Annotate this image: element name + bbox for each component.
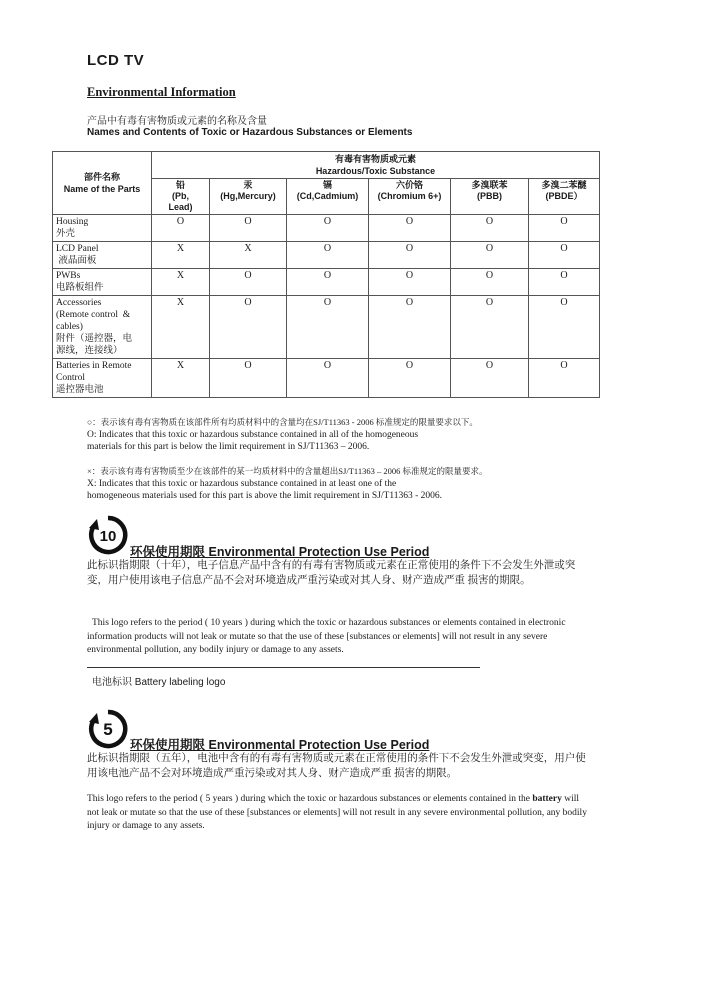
epup-10-logo-number: 10 xyxy=(99,528,117,545)
o-note xyxy=(87,416,478,454)
substance-header-cn: 多溴联苯 xyxy=(471,180,508,190)
substance-mark-cell: O xyxy=(529,242,600,269)
document-title: LCD TV xyxy=(87,52,145,69)
epup-10-title-en: Environmental Protection Use Period xyxy=(208,545,430,559)
substance-column-header xyxy=(369,179,451,215)
substance-mark-cell: O xyxy=(451,215,529,242)
part-name-line: 外壳 xyxy=(56,229,76,239)
substance-mark-cell: O xyxy=(451,296,529,359)
part-name-line: 液晶面板 xyxy=(56,256,97,266)
substance-header-cn: 汞 xyxy=(243,180,253,190)
substance-mark-cell: O xyxy=(529,359,600,398)
substance-mark-cell: O xyxy=(369,242,451,269)
table-row xyxy=(53,215,600,242)
part-name-line: PWBs xyxy=(56,271,81,281)
substance-mark-cell: X xyxy=(210,242,287,269)
epup-5-logo-icon xyxy=(88,709,128,749)
substance-header-cn: 六价铬 xyxy=(395,180,423,190)
parts-column-header xyxy=(53,152,152,215)
substance-mark-cell: O xyxy=(451,242,529,269)
part-name-line: Housing xyxy=(56,217,89,227)
substance-header-en: (Chromium 6+) xyxy=(377,191,442,201)
substance-mark-cell: X xyxy=(152,296,210,359)
x-note-en-line1: X: Indicates that this toxic or hazardous substance contained in at least one of the xyxy=(87,478,397,489)
substance-mark-cell: O xyxy=(529,215,600,242)
substance-mark-cell: O xyxy=(210,215,287,242)
substance-header-en2: Lead) xyxy=(168,202,193,212)
x-note-en-line2: homogeneous materials used for this part is above the limit requirement in SJ/T11363 - 2006. xyxy=(87,491,443,501)
part-name-cell xyxy=(53,215,152,242)
subtitle-english: Names and Contents of Toxic or Hazardous Substances or Elements xyxy=(87,127,413,138)
epup-10-text-en: This logo refers to the period ( 10 years ) during which the toxic or hazardous substances or elements contained in electronic information products will not leak or mutate so that the use of these [substances or elements] will not result in any severe environmental pollution, any bodily injury or damage to any assets. xyxy=(87,618,566,655)
part-name-cell xyxy=(53,269,152,296)
substance-mark-cell: O xyxy=(287,269,369,296)
substance-header-cn: 铅 xyxy=(175,180,185,190)
part-name-line: 遥控器电池 xyxy=(56,385,104,395)
substance-mark-cell: O xyxy=(451,269,529,296)
parts-header-en: Name of the Parts xyxy=(63,184,141,194)
substance-mark-cell: O xyxy=(152,215,210,242)
part-name-line: Control xyxy=(56,373,86,383)
epup-5-title-cn: 环保使用期限 xyxy=(130,738,206,752)
substance-mark-cell: O xyxy=(369,359,451,398)
substance-mark-cell: X xyxy=(152,359,210,398)
table-row xyxy=(53,269,600,296)
group-header-en: Hazardous/Toxic Substance xyxy=(315,166,436,176)
part-name-line: Accessories xyxy=(56,298,102,308)
parts-header-cn: 部件名称 xyxy=(83,172,120,182)
substance-header-en: (Cd,Cadmium) xyxy=(296,191,359,201)
substance-mark-cell: O xyxy=(451,359,529,398)
x-note-cn: ×：表示该有毒有害物质至少在该部件的某一均质材料中的含量超出SJ/T11363 – 2006 标准规定的限量要求。 xyxy=(87,466,488,476)
battery-label-en: Battery labeling logo xyxy=(134,677,226,688)
substance-column-header xyxy=(210,179,287,215)
substance-mark-cell: O xyxy=(529,296,600,359)
part-name-cell xyxy=(53,242,152,269)
substance-header-cn: 镉 xyxy=(322,180,332,190)
substance-mark-cell: O xyxy=(287,215,369,242)
part-name-line: 源线，连接线） xyxy=(56,346,123,356)
divider-line xyxy=(87,667,480,668)
substance-header-en: (PBDE） xyxy=(545,191,583,201)
substance-header-en: (Pb, xyxy=(172,191,189,201)
substance-mark-cell: O xyxy=(369,215,451,242)
substance-group-header xyxy=(152,152,600,179)
group-header-cn: 有毒有害物质或元素 xyxy=(334,154,416,164)
subtitle-chinese: 产品中有毒有害物质或元素的名称及含量 xyxy=(87,116,267,127)
battery-label xyxy=(92,673,225,688)
epup-5-text-en-part1: This logo refers to the period ( 5 years ) during which the toxic or hazardous substances or elements contained in the xyxy=(87,794,533,804)
epup-10-title-cn: 环保使用期限 xyxy=(130,545,206,559)
o-note-en-line1: O: Indicates that this toxic or hazardous substance contained in all of the homogeneous xyxy=(87,429,419,440)
o-note-cn: ○：表示该有毒有害物质在该部件所有均质材料中的含量均在SJ/T11363 - 2006 标准规定的限量要求以下。 xyxy=(87,417,478,427)
epup-5-text-en-bold: battery xyxy=(532,794,562,804)
table-row xyxy=(53,359,600,398)
epup-10-logo-icon xyxy=(88,515,128,555)
epup-5-text-cn: 此标识指期限（五年），电池中含有的有毒有害物质或元素在正常使用的条件下不会发生外泄或突变，用户使用该电池产品不会对环境造成严重污染或对其人身、财产造成严重 损害的期限。 xyxy=(87,753,586,779)
part-name-cell xyxy=(53,359,152,398)
part-name-line: 附件（遥控器，电 xyxy=(56,334,133,344)
part-name-line: cables) xyxy=(56,322,83,332)
section-heading: Environmental Information xyxy=(87,85,236,99)
substance-mark-cell: O xyxy=(369,296,451,359)
epup-5-title-en: Environmental Protection Use Period xyxy=(208,738,430,752)
substance-mark-cell: O xyxy=(287,242,369,269)
part-name-cell xyxy=(53,296,152,359)
substance-header-cn: 多溴二苯醚 xyxy=(541,180,587,190)
substance-mark-cell: O xyxy=(529,269,600,296)
part-name-line: 电路板组件 xyxy=(56,283,104,293)
substance-column-header xyxy=(152,179,210,215)
substance-mark-cell: O xyxy=(369,269,451,296)
substance-mark-cell: X xyxy=(152,242,210,269)
part-name-line: (Remote control & xyxy=(56,310,131,320)
part-name-line: Batteries in Remote xyxy=(56,361,132,371)
substance-column-header xyxy=(287,179,369,215)
substance-mark-cell: O xyxy=(287,296,369,359)
epup-10-text-cn: 此标识指期限（十年），电子信息产品中含有的有毒有害物质或元素在正常使用的条件下不会发生外泄或突变，用户使用该电子信息产品不会对环境造成严重污染或对其人身、财产造成严重 损害的期限。 xyxy=(87,560,576,586)
o-note-en-line2: materials for this part is below the limit requirement in SJ/T11363 – 2006. xyxy=(87,442,370,452)
epup-5-text-en xyxy=(87,793,587,834)
substance-column-header xyxy=(529,179,600,215)
epup-5-logo-number: 5 xyxy=(103,720,113,739)
substance-header-en: (PBB) xyxy=(477,191,502,201)
substance-column-header xyxy=(451,179,529,215)
substance-header-en: (Hg,Mercury) xyxy=(220,191,276,201)
substance-mark-cell: X xyxy=(152,269,210,296)
table-row xyxy=(53,242,600,269)
epup-5-text-en-part2: will not leak or mutate so that the use of these [substances or elements] will not result in any severe environmental pollution, any bodily injury or damage to any assets. xyxy=(87,794,587,831)
substance-mark-cell: O xyxy=(210,296,287,359)
x-note xyxy=(87,465,487,503)
battery-label-cn: 电池标识 xyxy=(92,677,132,688)
substance-mark-cell: O xyxy=(210,269,287,296)
substance-mark-cell: O xyxy=(210,359,287,398)
table-row xyxy=(53,296,600,359)
hazardous-substance-table xyxy=(52,151,600,398)
substance-mark-cell: O xyxy=(287,359,369,398)
part-name-line: LCD Panel xyxy=(56,244,99,254)
